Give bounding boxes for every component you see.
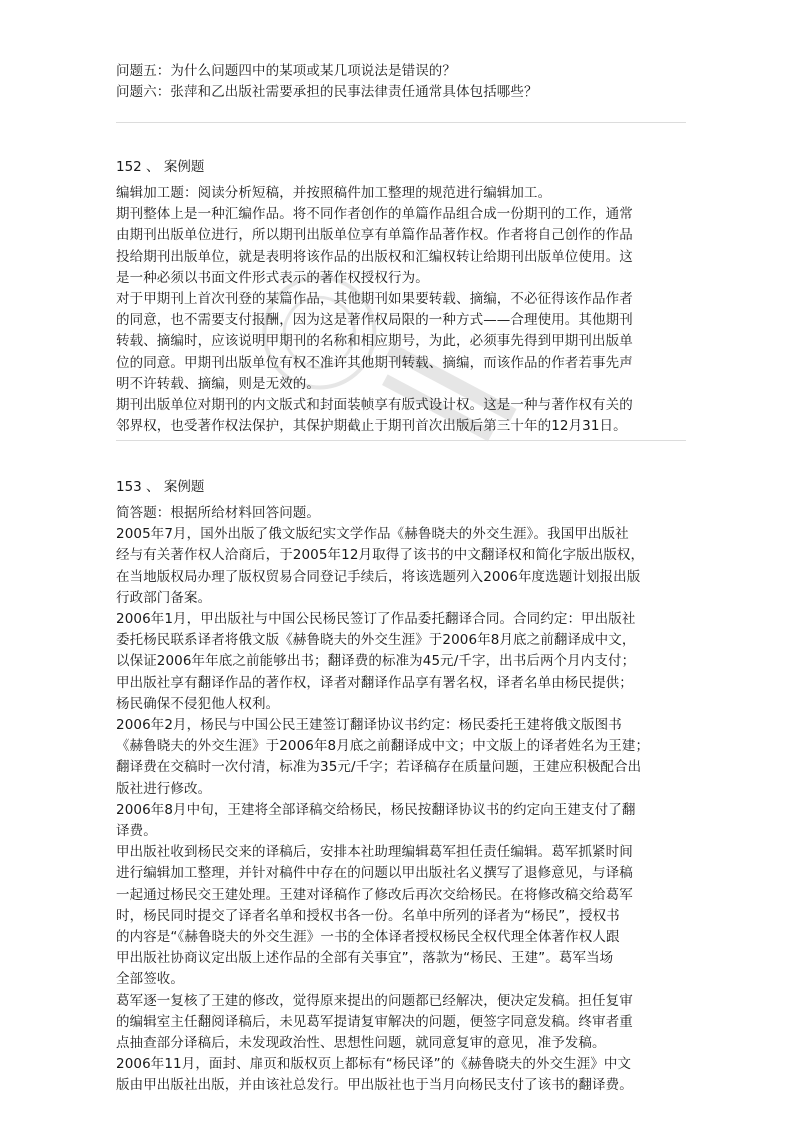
intro-section	[116, 61, 688, 103]
body-line: 译费。	[116, 823, 157, 840]
body-line: 甲出版社协商议定出版上述作品的全部有关事宜”，落款为“杨民、王建”。葛军当场	[116, 950, 614, 967]
question-153	[116, 476, 688, 1097]
body-line: 编辑加工题：阅读分析短稿，并按照稿件加工整理的规范进行编辑加工。	[116, 185, 552, 201]
body-line: 期刊出版单位对期刊的内文版式和封面装帧享有版式设计权。这是一种与著作权有关的	[116, 397, 633, 414]
section-divider	[116, 122, 686, 123]
body-line: 一起通过杨民交王建处理。王建对译稿作了修改后再次交给杨民。在将修改稿交给葛军	[116, 886, 633, 903]
question-line: 问题六：张萍和乙出版社需要承担的民事法律责任通常具体包括哪些？	[116, 84, 538, 101]
body-line: 对于甲期刊上首次刊登的某篇作品，其他期刊如果要转载、摘编，不必征得该作品作者	[116, 291, 633, 308]
body-line: 杨民确保不侵犯他人权利。	[116, 695, 280, 712]
body-line: 翻译费在交稿时一次付清，标准为35元/千字；若译稿存在质量问题，王建应积极配合出	[116, 759, 642, 776]
question-line: 问题五：为什么问题四中的某项或某几项说法是错误的？	[116, 63, 456, 79]
body-line: 转载、摘编时，应该说明甲期刊的名称和相应期号，为此，必须事先得到甲期刊出版单	[116, 333, 633, 350]
body-line: 以保证2006年年底之前能够出书；翻译费的标准为45元/千字，出书后两个月内支付；	[116, 653, 636, 670]
body-line: 委托杨民联系译者将俄文版《赫鲁晓夫的外交生涯》于2006年8月底之前翻译成中文，	[116, 632, 636, 649]
body-line: 点抽查部分译稿后，未发现政治性、思想性问题，就同意复审的意见，准予发稿。	[116, 1035, 606, 1052]
body-line: 2006年2月，杨民与中国公民王建签订翻译协议书约定：杨民委托王建将俄文版图书	[116, 717, 622, 734]
body-line: 的编辑室主任翻阅译稿后，未见葛军提请复审解决的问题，便签字同意发稿。终审者重	[116, 1013, 633, 1030]
body-line: 全部签收。	[116, 971, 184, 988]
question-heading: 153 、 案例题	[116, 479, 205, 495]
body-line: 时，杨民同时提交了译者名单和授权书各一份。名单中所列的译者为“杨民”，授权书	[116, 907, 620, 924]
body-line: 2006年1月，甲出版社与中国公民杨民签订了作品委托翻译合同。合同约定：甲出版社	[116, 611, 636, 628]
body-line: 行政部门备案。	[116, 589, 212, 606]
body-line: 的同意，也不需要支付报酬，因为这是著作权局限的一种方式——合理使用。其他期刊	[116, 312, 633, 329]
body-line: 简答题：根据所给材料回答问题。	[116, 505, 320, 521]
body-line: 位的同意。甲期刊出版单位有权不准许其他期刊转载、摘编，而该作品的作者若事先声	[116, 354, 633, 371]
body-line: 由期刊出版单位进行，所以期刊出版单位享有单篇作品著作权。作者将自己创作的作品	[116, 227, 633, 244]
body-line: 甲出版社收到杨民交来的译稿后，安排本社助理编辑葛军担任责任编辑。葛军抓紧时间	[116, 844, 633, 861]
body-line: 版社进行修改。	[116, 780, 212, 797]
body-line: 进行编辑加工整理，并针对稿件中存在的问题以甲出版社名义撰写了退修意见，与译稿	[116, 865, 633, 882]
body-line: 的内容是“《赫鲁晓夫的外交生涯》一书的全体译者授权杨民全权代理全体著作权人跟	[116, 929, 620, 946]
body-line: 是一种必须以书面文件形式表示的著作权授权行为。	[116, 269, 429, 286]
body-line: 经与有关著作权人洽商后，于2005年12月取得了该书的中文翻译权和简化字版出版权，	[116, 547, 645, 564]
body-line: 期刊整体上是一种汇编作品。将不同作者创作的单篇作品组合成一份期刊的工作，通常	[116, 206, 633, 223]
body-line: 葛军逐一复核了王建的修改，觉得原来提出的问题都已经解决，便决定发稿。担任复审	[116, 992, 633, 1009]
question-heading: 152 、 案例题	[116, 159, 205, 175]
body-line: 投给期刊出版单位，就是表明将该作品的出版权和汇编权转让给期刊出版单位使用。这	[116, 248, 633, 265]
body-line: 明不许转载、摘编，则是无效的。	[116, 375, 320, 392]
body-line: 2005年7月，国外出版了俄文版纪实文学作品《赫鲁晓夫的外交生涯》。我国甲出版社	[116, 526, 629, 543]
body-line: 《赫鲁晓夫的外交生涯》于2006年8月底之前翻译成中文；中文版上的译者姓名为王建；	[116, 738, 650, 755]
body-line: 2006年8月中旬，王建将全部译稿交给杨民，杨民按翻译协议书的约定向王建支付了翻	[116, 801, 636, 818]
body-line: 邻界权，也受著作权法保护，其保护期截止于期刊首次出版后第三十年的12月31日。	[116, 418, 627, 435]
section-divider	[116, 440, 686, 441]
body-line: 在当地版权局办理了版权贸易合同登记手续后，将该选题列入2006年度选题计划报出版	[116, 568, 641, 585]
body-line: 版由甲出版社出版，并由该社总发行。甲出版社也于当月向杨民支付了该书的翻译费。	[116, 1077, 633, 1094]
body-line: 甲出版社享有翻译作品的著作权，译者对翻译作品享有署名权，译者名单由杨民提供；	[116, 674, 633, 691]
question-152	[116, 156, 688, 437]
body-line: 2006年11月，面封、扉页和版权页上都标有“杨民译”的《赫鲁晓夫的外交生涯》中文	[116, 1056, 632, 1073]
